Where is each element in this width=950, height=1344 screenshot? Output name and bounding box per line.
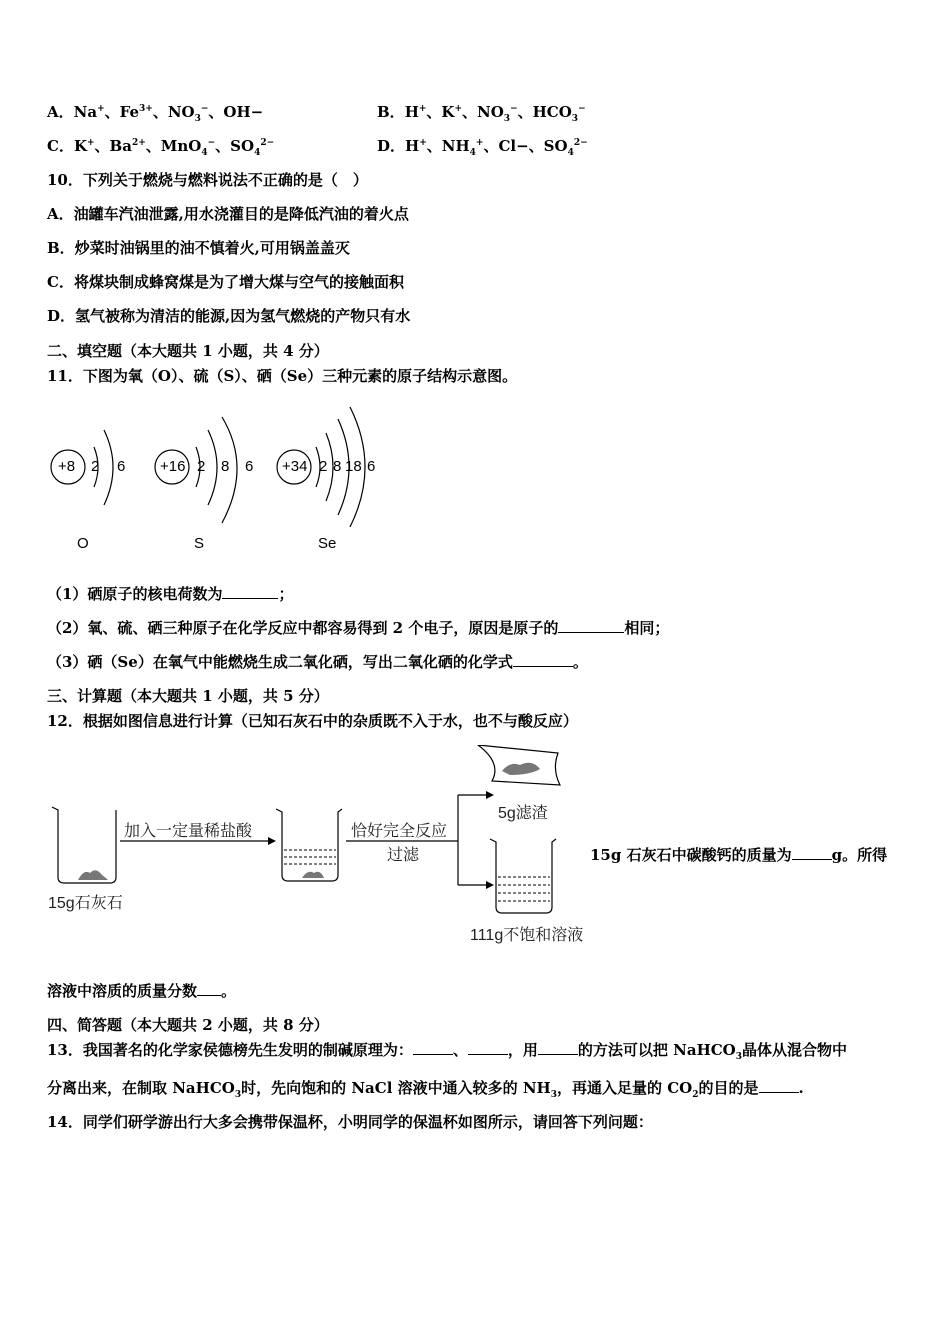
section-3-title: 三、计算题（本大题共 1 小题，共 5 分） [47,687,329,705]
q12-question-b: 溶液中溶质的质量分数 。 [47,982,237,1000]
answer-blank[interactable] [197,981,221,996]
atom-se-shell-2: 8 [333,458,342,475]
atom-s-shell-3: 6 [245,458,254,475]
q12-question-a: 15g 石灰石中碳酸钙的质量为 g。所得 [590,846,888,864]
atom-s-label: S [194,535,205,552]
atom-se-nucleus: +34 [282,458,308,475]
atom-se-shell-4: 6 [367,458,376,475]
limestone-label: 15g石灰石 [48,895,123,912]
atom-o-nucleus: +8 [58,458,76,475]
answer-blank[interactable] [759,1078,799,1093]
q13-line-1: 13．我国著名的化学家侯德榜先生发明的制碱原理为： 、 ，用 的方法可以把 NaHCO$_3$晶体从混合物中 [47,1041,848,1062]
answer-blank[interactable] [413,1040,453,1055]
answer-blank[interactable] [558,618,624,633]
atom-se-shell-3: 18 [345,458,362,475]
step2a-label: 恰好完全反应 [351,823,448,840]
q13-line-2: 分离出来，在制取 NaHCO$_3$时，先向饱和的 NaCl 溶液中通入较多的 $NH_3$，再通入足量的 $CO_2$的目的是 . [47,1079,804,1100]
answer-blank[interactable] [792,845,832,860]
atom-o-shell-1: 2 [91,458,100,475]
solution-label: 111g不饱和溶液 [470,927,584,944]
q10-option-a: A．油罐车汽油泄露,用水浇灌目的是降低汽油的着火点 [47,205,409,223]
answer-blank[interactable] [538,1040,578,1055]
option-a: A．Na+、$Fe^{3+}$、$NO_3^-$、OH− [47,103,264,124]
atom-se-shell-1: 2 [319,458,328,475]
q11-stem: 11．下图为氧（O）、硫（S）、硒（Se）三种元素的原子结构示意图。 [47,367,518,385]
q11-sub1: （1）硒原子的核电荷数为 ； [47,585,294,603]
atom-s-shell-1: 2 [197,458,206,475]
step2b-label: 过滤 [387,847,420,864]
answer-blank[interactable] [222,584,278,599]
q10-option-d: D．氢气被称为清洁的能源,因为氢气燃烧的产物只有水 [47,307,411,325]
section-4-title: 四、简答题（本大题共 2 小题，共 8 分） [47,1016,329,1034]
q10-option-b: B．炒菜时油锅里的油不慎着火,可用锅盖盖灭 [47,239,350,257]
answer-blank[interactable] [468,1040,508,1055]
step1-label: 加入一定量稀盐酸 [124,823,253,840]
q12-stem: 12．根据如图信息进行计算（已知石灰石中的杂质既不入于水，也不与酸反应） [47,712,578,730]
atom-o-shell-2: 6 [117,458,126,475]
q10-stem: 10．下列关于燃烧与燃料说法不正确的是（ ） [47,171,368,189]
q11-sub3: （3）硒（Se）在氧气中能燃烧生成二氧化硒，写出二氧化硒的化学式 。 [47,653,588,671]
residue-label: 5g滤渣 [498,805,548,822]
atom-s-shell-2: 8 [221,458,230,475]
atom-se-label: Se [318,535,337,552]
q10-option-c: C．将煤块制成蜂窝煤是为了增大煤与空气的接触面积 [47,273,404,291]
atom-o-label: O [77,535,89,552]
option-c: C．K+、$Ba^{2+}$、MnO$_4$−、$SO_4^{2-}$ [47,137,275,158]
option-d: D．H+、$NH_4^+$、Cl−、$SO_4^{2-}$ [377,137,588,158]
answer-blank[interactable] [513,652,573,667]
q14-stem: 14．同学们研学游出行大多会携带保温杯，小明同学的保温杯如图所示，请回答下列问题： [47,1113,653,1131]
section-2-title: 二、填空题（本大题共 1 小题，共 4 分） [47,342,329,360]
atom-s-nucleus: +16 [160,458,186,475]
q11-sub2: （2）氧、硫、硒三种原子在化学反应中都容易得到 2 个电子，原因是原子的 相同； [47,619,670,637]
experiment-flow-svg [40,745,600,945]
option-b: B．H+、K+、$NO_3^-$、$HCO_3^-$ [377,103,586,124]
